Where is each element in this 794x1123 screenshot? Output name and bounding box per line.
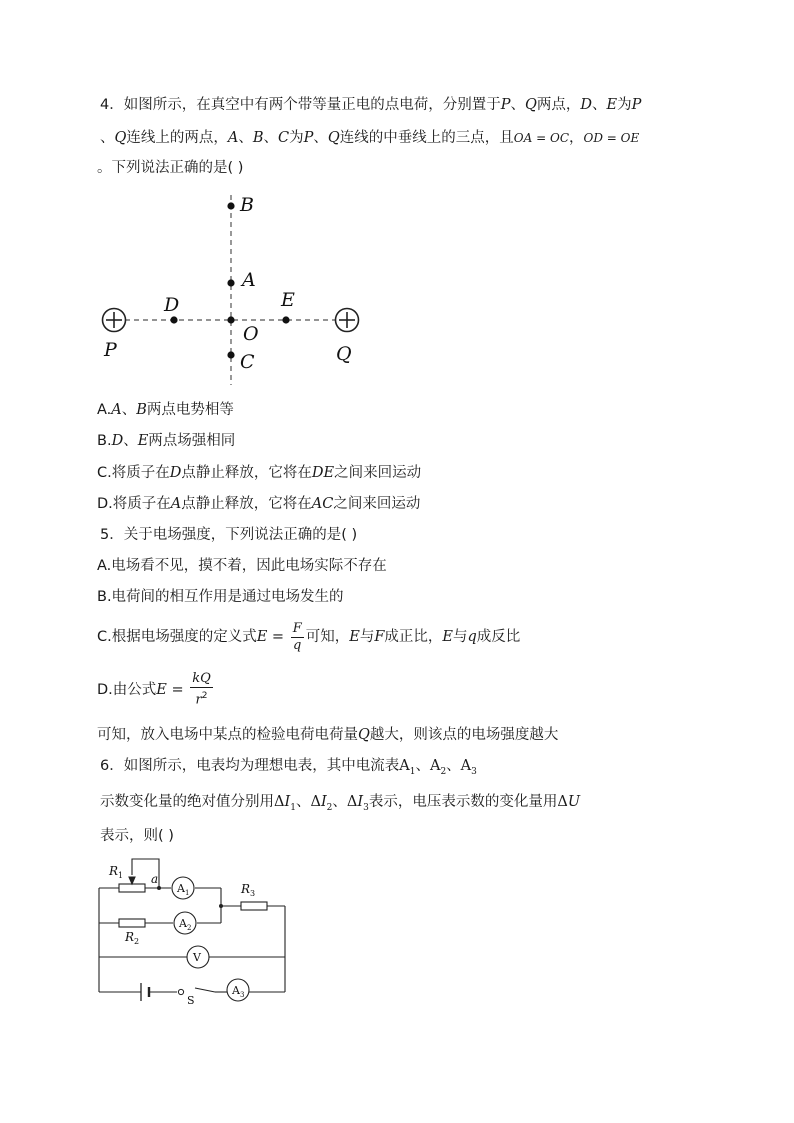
- svg-text:R3: $R_3$: [241, 882, 256, 898]
- q5-option-d-continued: 可知，放入电场中某点的检验电荷电荷量Q越大，则该点的电场强度越大: [97, 727, 559, 743]
- q4-line-3: 。下列说法正确的是( ): [97, 160, 244, 176]
- q6-line-2: 示数变化量的绝对值分别用$\Delta I_1$、$\Delta I_2$、$\Delta I_3$表示，电压表示数的变化量用ΔU: [100, 794, 581, 813]
- q6-line-3: 表示，则( ): [100, 828, 174, 844]
- label-d: D: [164, 294, 180, 316]
- label-o: O: [243, 323, 259, 345]
- svg-text:R2: $R_2$: [125, 930, 140, 946]
- point-b: [227, 202, 234, 209]
- point-a: [227, 279, 234, 286]
- q4-option-c[interactable]: C.将质子在D点静止释放，它将在DE之间来回运动: [97, 465, 422, 481]
- fraction-f-over-q: $\frac{F}{q}$: [292, 620, 302, 653]
- q5-option-a[interactable]: A.电场看不见，摸不着，因此电场实际不存在: [97, 558, 387, 574]
- charge-p-icon: [103, 309, 126, 332]
- q5-option-c[interactable]: C.根据电场强度的定义式E = $\frac{F}{q}$ 可知，E与F成正比，E与q成反比: [97, 620, 521, 653]
- q4-option-b[interactable]: B.D、E两点场强相同: [97, 433, 236, 449]
- svg-text:R1: $R_1$: [109, 864, 124, 880]
- label-p: P: [104, 339, 117, 361]
- circuit-figure: [95, 855, 295, 1005]
- point-d: [170, 316, 177, 323]
- resistor-r3: [241, 902, 267, 910]
- label-a: A: [242, 269, 256, 291]
- q4-option-a[interactable]: A.A、B两点电势相等: [97, 402, 234, 418]
- q4-line-2: 、Q连线上的两点，A、B、C为P、Q连线的中垂线上的三点，且OA = OC，OD = OE: [100, 130, 640, 146]
- svg-text:A1: $A_1$: [177, 882, 190, 897]
- charges-figure: [95, 190, 370, 390]
- svg-text:A3: $A_3$: [232, 984, 245, 999]
- q4-line-1: 4．如图所示，在真空中有两个带等量正电的点电荷，分别置于P、Q两点，D、E为P: [100, 97, 642, 113]
- charge-q-icon: [336, 309, 359, 332]
- switch-contact: [178, 989, 183, 994]
- label-q: Q: [336, 343, 352, 365]
- point-c: [227, 351, 234, 358]
- svg-text:a: a: [151, 872, 159, 886]
- svg-text:V: V: [193, 951, 201, 964]
- svg-text:S: S: [187, 994, 195, 1005]
- q5-stem: 5．关于电场强度，下列说法正确的是( ): [100, 527, 358, 543]
- q5-option-b[interactable]: B.电荷间的相互作用是通过电场发生的: [97, 589, 344, 605]
- label-b: B: [240, 194, 254, 216]
- point-e: [282, 316, 289, 323]
- fraction-kq-over-r2: $\frac{kQ}{r^2}$: [192, 671, 211, 708]
- label-e: E: [281, 289, 295, 311]
- q5-option-d[interactable]: D.由公式E = $\frac{kQ}{r^2}$: [97, 671, 211, 708]
- point-o: [227, 316, 234, 323]
- label-c: C: [240, 351, 255, 373]
- q4-option-d[interactable]: D.将质子在A点静止释放，它将在AC之间来回运动: [97, 496, 421, 512]
- resistor-r2: [119, 919, 145, 927]
- q6-line-1: 6．如图所示，电表均为理想电表，其中电流表$A_1$、$A_2$、$A_3$: [100, 758, 477, 777]
- svg-text:A2: $A_2$: [179, 917, 192, 932]
